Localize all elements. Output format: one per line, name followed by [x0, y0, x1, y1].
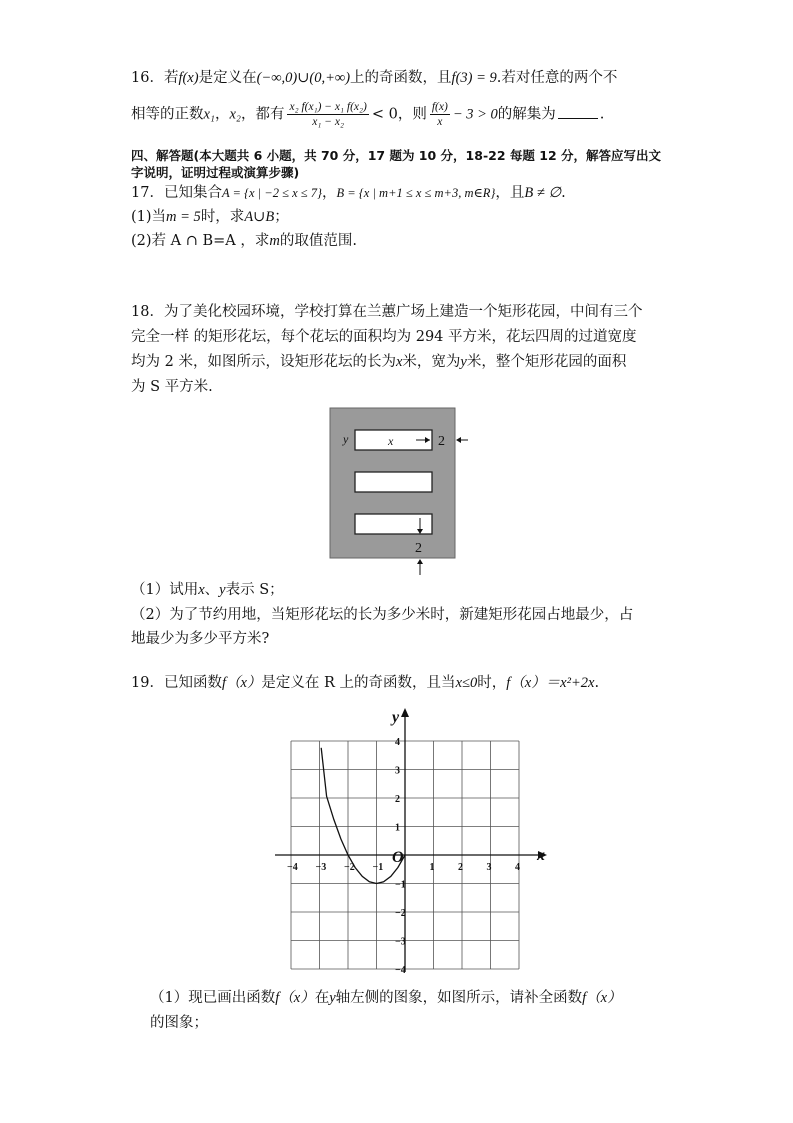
- q17-text: 的取值范围.: [279, 233, 357, 249]
- fig-label-2-bottom: 2: [415, 541, 422, 556]
- q17-condition: B ≠ ∅: [524, 185, 562, 201]
- function-graph: [260, 700, 560, 975]
- q16-text: < 0，则: [371, 106, 427, 123]
- tick-label-y: 1: [395, 822, 400, 834]
- tick-label-x: 1: [429, 862, 435, 873]
- q18-y: y: [460, 354, 467, 370]
- q19-text: 轴左侧的图象，如图所示，请补全函数: [335, 990, 583, 1006]
- q19-condition: x≤0: [455, 675, 478, 691]
- q17-m-value: m = 5: [166, 209, 201, 225]
- q18-x: x: [198, 582, 205, 598]
- q19-text: .: [594, 675, 600, 691]
- tick-label-y: −4: [395, 965, 406, 975]
- q19-text: 是定义在 R 上的奇函数，且当: [261, 675, 456, 691]
- q18-y: y: [219, 582, 226, 598]
- q16-text: ，都有: [240, 106, 285, 123]
- q16-text: .: [599, 106, 605, 123]
- q19-fx: f（x）: [582, 990, 622, 1006]
- q18-text: 米，宽为: [402, 354, 461, 370]
- q16-x2: x₂: [229, 106, 241, 123]
- q18-line-3: [131, 352, 626, 372]
- q17-number: 17．已知集合: [131, 185, 222, 201]
- tick-label-y: −3: [395, 936, 406, 948]
- q19-fx: f（x）: [275, 990, 315, 1006]
- q17-text: (1)当: [131, 209, 167, 225]
- q18-text: （1）试用: [131, 582, 199, 598]
- q18-part2-line-1: （2）为了节约用地，当矩形花坛的长为多少米时，新建矩形花园占地最少，占: [131, 607, 634, 623]
- q17-line-1: [131, 183, 566, 203]
- section4-heading-line-1: 四、解答题(本大题共 6 小题，共 70 分，17 题为 10 分，18-22 每题 12 分，解答应写出文: [131, 148, 661, 163]
- answer-blank[interactable]: [558, 106, 598, 119]
- fig-arrowhead-right: [456, 437, 461, 443]
- tick-label-x: −1: [372, 862, 384, 873]
- q16-fx: f(x): [178, 70, 199, 86]
- q19-equation: f（x）＝x²+2x: [506, 675, 595, 691]
- q17-text: ，且: [495, 185, 525, 201]
- tick-label-x: 2: [458, 862, 463, 873]
- q16-text: .若对任意的两个不: [496, 70, 618, 86]
- origin-label: O: [392, 849, 404, 866]
- q17-text: ，: [321, 185, 337, 201]
- q18-part2-line-2: 地最少为多少平方米?: [131, 631, 270, 647]
- q17-m: m: [269, 233, 280, 249]
- q17-line-2: [131, 207, 289, 227]
- q18-x: x: [395, 354, 403, 370]
- q16-text: ，: [214, 106, 230, 123]
- q18-line-1: 18．为了美化校园环境，学校打算在兰蕙广场上建造一个矩形花园，中间有三个: [131, 304, 643, 320]
- y-axis-arrowhead: [401, 708, 409, 717]
- tick-label-x: −2: [344, 862, 355, 873]
- q16-fraction-2: [430, 100, 450, 129]
- tick-label-y: 4: [395, 737, 400, 748]
- garden-figure: [320, 405, 470, 577]
- q19-y: y: [329, 990, 336, 1006]
- axis-label-y: y: [392, 709, 400, 726]
- q16-text: 相等的正数: [131, 106, 204, 123]
- q19-number: 19．已知函数: [131, 675, 222, 691]
- fig-label-2-right: 2: [438, 434, 445, 449]
- q18-line-4: 为 S 平方米.: [131, 379, 213, 395]
- q19-part1-line-1: [150, 988, 622, 1008]
- q19-text: 时，: [477, 675, 507, 691]
- q16-text: 上的奇函数，且: [350, 70, 452, 86]
- q17-text: 时，求: [200, 209, 245, 225]
- tick-label-x: −4: [287, 862, 298, 873]
- q16-x1: x₁: [203, 106, 215, 123]
- q17-set-b: B = {x | m+1 ≤ x ≤ m+3, m∈R}: [336, 186, 496, 200]
- q17-text: (2)若 A ∩ B=A ，求: [131, 233, 270, 249]
- tick-label-y: 2: [395, 794, 400, 805]
- fig-label-x: x: [388, 434, 394, 448]
- q17-union: A∪B: [244, 209, 275, 225]
- q16-number: 16．若: [131, 70, 179, 86]
- fig-arrowhead-up: [417, 559, 423, 564]
- tick-label-x: −3: [315, 862, 327, 873]
- q16-frac-denominator: x₁ − x₂: [312, 116, 345, 128]
- axes: [275, 708, 547, 972]
- tick-label-x: 4: [515, 862, 520, 873]
- q16-frac2-denominator: x: [437, 116, 443, 128]
- tick-label-y: 3: [395, 765, 400, 777]
- q18-text: 、: [204, 582, 220, 598]
- q16-frac2-numerator: f(x): [431, 101, 448, 113]
- axis-label-x: x: [537, 847, 545, 864]
- q18-text: 表示 S；: [225, 582, 284, 598]
- tick-label-y: −2: [395, 908, 406, 919]
- q16-domain: (−∞,0)∪(0,+∞): [256, 70, 351, 86]
- fig-label-y: y: [343, 432, 349, 446]
- q17-text: ；: [274, 209, 289, 225]
- section4-heading-line-2: 字说明，证明过程或演算步骤): [131, 165, 300, 180]
- q16-f3: f(3) = 9: [451, 70, 497, 86]
- q16-frac-numerator: x₂ f(x₁) − x₁ f(x₂): [289, 101, 367, 113]
- tick-label-x: 3: [486, 862, 492, 873]
- q19-part1-line-2: 的图象；: [150, 1015, 208, 1031]
- q18-part1: [131, 580, 284, 600]
- flowerbed-2: [355, 472, 432, 492]
- q17-set-a: A = {x | −2 ≤ x ≤ 7}: [221, 186, 322, 200]
- q16-fraction: [287, 100, 368, 129]
- q19-text: 在: [314, 990, 330, 1006]
- q19-text: （1）现已画出函数: [150, 990, 276, 1006]
- q18-text: 米，整个矩形花园的面积: [466, 354, 627, 370]
- q19-line-1: [131, 673, 599, 693]
- q18-text: 均为 2 米，如图所示，设矩形花坛的长为: [131, 354, 396, 370]
- q18-line-2: 完全一样 的矩形花坛，每个花坛的面积均为 294 平方米，花坛四周的过道宽度: [131, 329, 637, 345]
- q16-text: 的解集为: [497, 106, 556, 123]
- q16-line-2: [131, 100, 604, 129]
- tick-label-y: −1: [395, 879, 406, 891]
- q19-fx: f（x）: [221, 675, 262, 691]
- q17-line-3: [131, 231, 357, 251]
- q17-text: .: [561, 185, 566, 201]
- q16-line-1: [131, 68, 617, 88]
- q16-text: 是定义在: [198, 70, 257, 86]
- q16-inequality: − 3 > 0: [452, 106, 498, 123]
